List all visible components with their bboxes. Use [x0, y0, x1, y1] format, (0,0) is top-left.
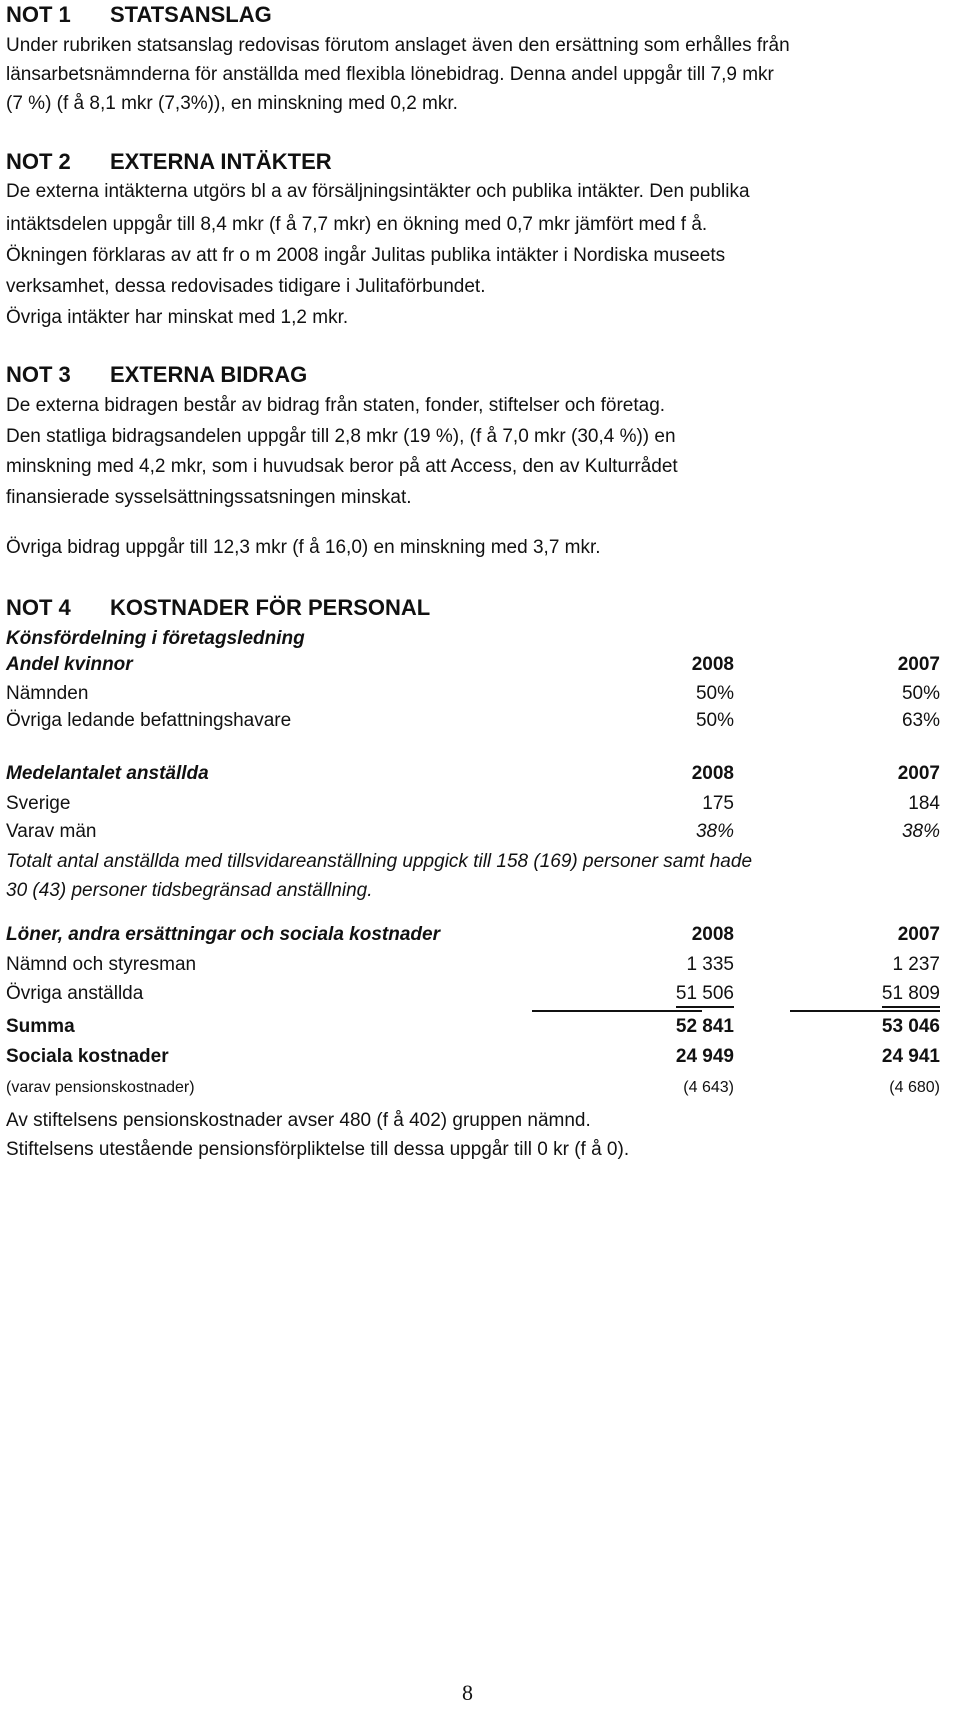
- gender-col-2008: 2008: [691, 654, 734, 675]
- employees-note-line-2: 30 (43) personer tidsbegränsad anställning.: [6, 880, 373, 901]
- salaries-header-row: [6, 924, 940, 954]
- note-1-line-1: Under rubriken statsanslag redovisas förutom anslaget även den ersättning som erhålles från: [6, 35, 790, 56]
- table-row: [6, 1046, 940, 1076]
- note-3-line-2: Den statliga bidragsandelen uppgår till 2,8 mkr (19 %), (f å 7,0 mkr (30,4 %)) en: [6, 426, 676, 447]
- row-value-2008: 52 841: [675, 1016, 734, 1037]
- employees-col-2007: 2007: [897, 763, 940, 784]
- note-2-line-4: verksamhet, dessa redovisades tidigare i Julitaförbundet.: [6, 276, 486, 297]
- row-label: Summa: [6, 1016, 75, 1037]
- table-row: [6, 710, 940, 740]
- note-2-heading: [6, 149, 332, 175]
- note-1-heading: [6, 2, 272, 28]
- note-2-number: NOT 2: [6, 149, 71, 174]
- row-label: Nämnd och styresman: [6, 954, 197, 975]
- row-value-2007: 63%: [901, 710, 940, 731]
- gender-header-row: [6, 654, 940, 684]
- note-2-line-5: Övriga intäkter har minskat med 1,2 mkr.: [6, 307, 349, 328]
- note-1-title: STATSANSLAG: [110, 2, 272, 27]
- salaries-footer-line-2: Stiftelsens utestående pensionsförpliktelse till dessa uppgår till 0 kr (f å 0).: [6, 1139, 630, 1160]
- note-1-line-3: (7 %) (f å 8,1 mkr (7,3%)), en minskning med 0,2 mkr.: [6, 93, 458, 114]
- row-value-2008: 38%: [695, 821, 734, 842]
- sum-rule-2007: [790, 1010, 940, 1012]
- note-4-number: NOT 4: [6, 595, 71, 620]
- note-1-line-2: länsarbetsnämnderna för anställda med flexibla lönebidrag. Denna andel uppgår till 7,9 mkr: [6, 64, 774, 85]
- table-row: [6, 983, 940, 1013]
- note-3-number: NOT 3: [6, 362, 71, 387]
- employees-header-row: [6, 763, 940, 793]
- note-4-heading: [6, 595, 430, 621]
- salaries-col-2007: 2007: [897, 924, 940, 945]
- table-row: [6, 1016, 940, 1046]
- gender-subheading: Andel kvinnor: [6, 654, 133, 675]
- row-value-2008: 175: [702, 793, 734, 814]
- row-label: Övriga anställda: [6, 983, 144, 1004]
- row-value-2007: (4 680): [889, 1079, 940, 1096]
- note-4-title: KOSTNADER FÖR PERSONAL: [110, 595, 431, 620]
- note-2-line-3: Ökningen förklaras av att fr o m 2008 ingår Julitas publika intäkter i Nordiska museets: [6, 245, 726, 266]
- row-value-2007: 24 941: [881, 1046, 940, 1067]
- row-value-2008: (4 643): [683, 1079, 734, 1096]
- row-value-2007: 50%: [901, 683, 940, 704]
- note-2-title: EXTERNA INTÄKTER: [110, 149, 332, 174]
- table-row: [6, 793, 940, 823]
- row-label: Sverige: [6, 793, 71, 814]
- row-label: Sociala kostnader: [6, 1046, 169, 1067]
- row-value-2007: 51 809: [882, 983, 940, 1008]
- table-row: [6, 1079, 940, 1109]
- note-2-line-1: De externa intäkterna utgörs bl a av försäljningsintäkter och publika intäkter. Den publika: [6, 181, 750, 202]
- table-row: [6, 954, 940, 984]
- employees-note-line-1: Totalt antal anställda med tillsvidareanställning uppgick till 158 (169) personer samt hade: [6, 851, 753, 872]
- note-3-extra: Övriga bidrag uppgår till 12,3 mkr (f å 16,0) en minskning med 3,7 mkr.: [6, 537, 601, 558]
- employees-heading: Medelantalet anställda: [6, 763, 209, 784]
- table-row: [6, 683, 940, 713]
- salaries-col-2008: 2008: [691, 924, 734, 945]
- gender-col-2007: 2007: [897, 654, 940, 675]
- row-value-2008: 50%: [695, 683, 734, 704]
- salaries-footer-line-1: Av stiftelsens pensionskostnader avser 480 (f å 402) gruppen nämnd.: [6, 1110, 591, 1131]
- employees-col-2008: 2008: [691, 763, 734, 784]
- row-label: Övriga ledande befattningshavare: [6, 710, 292, 731]
- gender-heading: Könsfördelning i företagsledning: [6, 628, 305, 649]
- note-2-line-2: intäktsdelen uppgår till 8,4 mkr (f å 7,7 mkr) en ökning med 0,7 mkr jämfört med f å.: [6, 214, 708, 235]
- note-3-title: EXTERNA BIDRAG: [110, 362, 308, 387]
- sum-rule-2008: [532, 1010, 702, 1012]
- note-3-line-1: De externa bidragen består av bidrag från staten, fonder, stiftelser och företag.: [6, 395, 666, 416]
- row-value-2007: 1 237: [892, 954, 940, 975]
- row-value-2007: 38%: [901, 821, 940, 842]
- page-number: 8: [462, 1680, 473, 1705]
- salaries-heading: Löner, andra ersättningar och sociala kostnader: [6, 924, 440, 945]
- row-value-2007: 53 046: [881, 1016, 940, 1037]
- row-label: (varav pensionskostnader): [6, 1079, 195, 1096]
- row-value-2008: 50%: [695, 710, 734, 731]
- note-3-heading: [6, 362, 307, 388]
- row-label: Nämnden: [6, 683, 89, 704]
- row-value-2008: 51 506: [676, 983, 734, 1008]
- note-1-number: NOT 1: [6, 2, 71, 27]
- row-value-2008: 1 335: [686, 954, 734, 975]
- row-label: Varav män: [6, 821, 97, 842]
- row-value-2008: 24 949: [675, 1046, 734, 1067]
- row-value-2007: 184: [908, 793, 940, 814]
- note-3-line-4: finansierade sysselsättningssatsningen minskat.: [6, 487, 412, 508]
- note-3-line-3: minskning med 4,2 mkr, som i huvudsak beror på att Access, den av Kulturrådet: [6, 456, 678, 477]
